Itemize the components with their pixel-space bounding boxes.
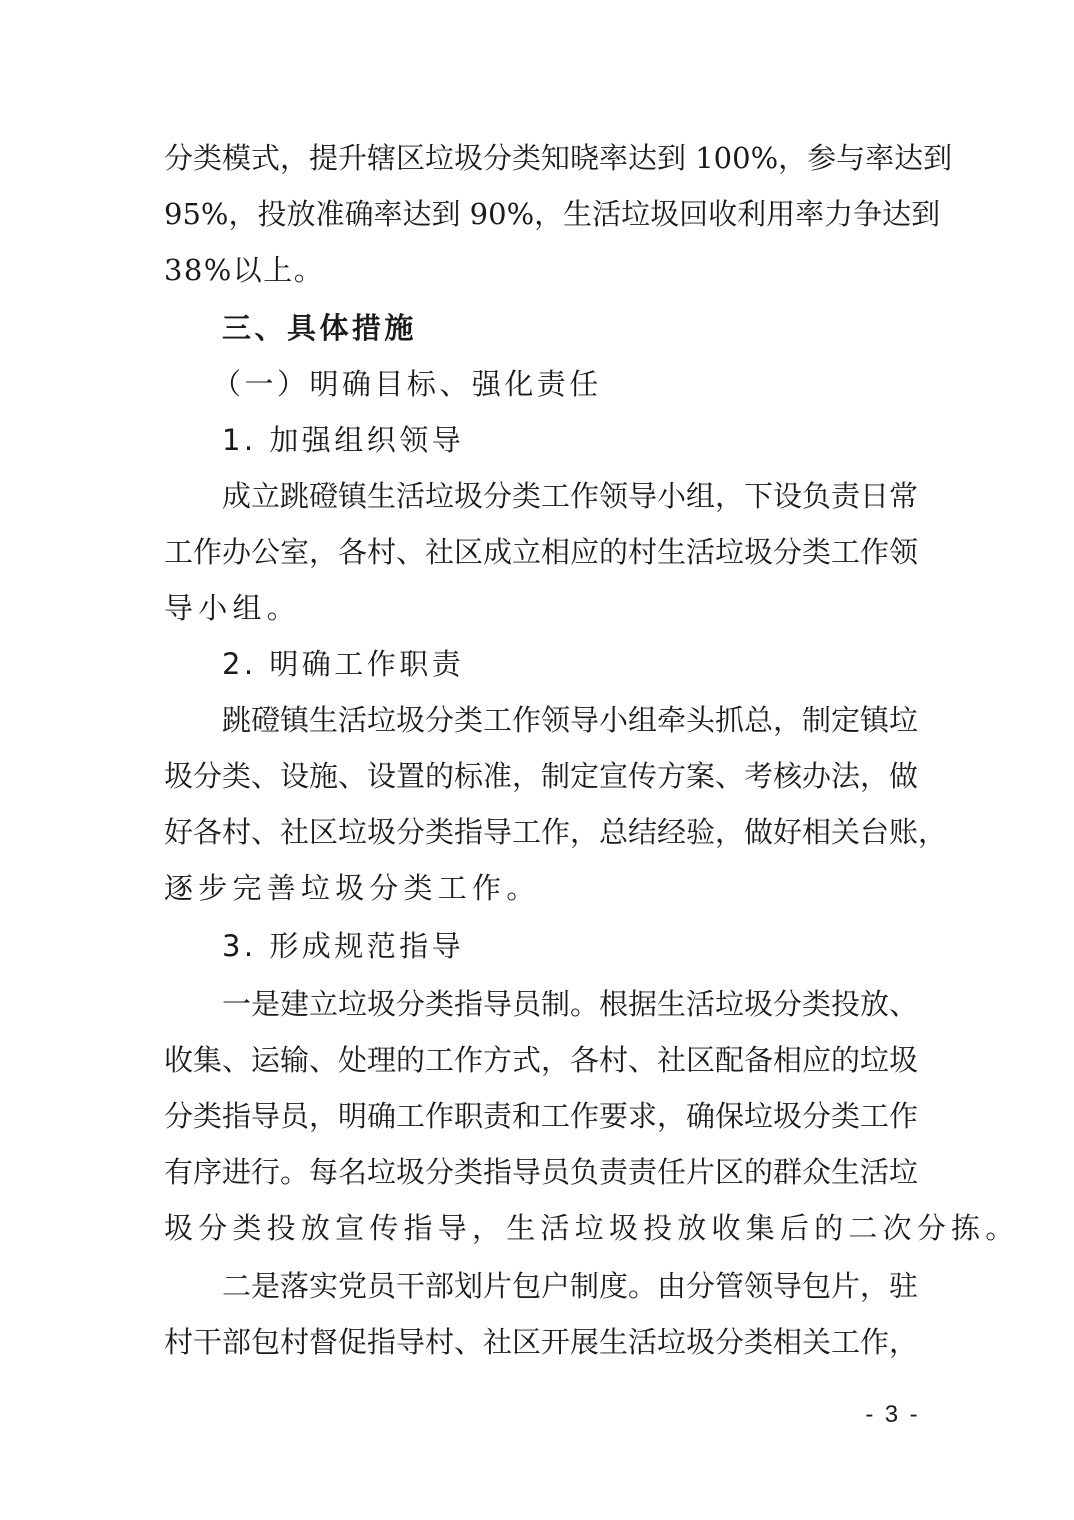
page-number: - 3 - [865,1401,920,1428]
item3-para2-line-2: 村干部包村督促指导村、社区开展生活垃圾分类相关工作， [164,1325,919,1359]
item2-line-4: 逐步完善垃圾分类工作。 [164,871,541,905]
item1-line-1: 成立跳磴镇生活垃圾分类工作领导小组，下设负责日常 [222,479,919,513]
section-heading-specific-measures: 三、具体措施 [222,311,417,345]
intro-line-2: 95%，投放准确率达到 90%，生活垃圾回收利用率力争达到 [164,197,941,231]
item3-para2-line-1: 二是落实党员干部划片包户制度。由分管领导包片，驻 [222,1269,919,1303]
item3-para1-line-5: 圾分类投放宣传指导，生活垃圾投放收集后的二次分拣。 [164,1211,1020,1245]
subsection-heading-goals-responsibility: （一）明确目标、强化责任 [212,367,602,401]
intro-line-1: 分类模式，提升辖区垃圾分类知晓率达到 100%，参与率达到 [164,141,953,175]
item-heading-organization: 1. 加强组织领导 [222,423,465,457]
item3-para1-line-1: 一是建立垃圾分类指导员制。根据生活垃圾分类投放、 [222,987,919,1021]
item3-para1-line-4: 有序进行。每名垃圾分类指导员负责责任片区的群众生活垃 [164,1155,919,1189]
item2-line-2: 圾分类、设施、设置的标准，制定宣传方案、考核办法，做 [164,759,919,793]
intro-line-3: 38%以上。 [164,253,325,287]
item1-line-2: 工作办公室，各村、社区成立相应的村生活垃圾分类工作领 [164,535,919,569]
item3-para1-line-3: 分类指导员，明确工作职责和工作要求，确保垃圾分类工作 [164,1099,919,1133]
item2-line-3: 好各村、社区垃圾分类指导工作，总结经验，做好相关台账， [164,815,948,849]
item2-line-1: 跳磴镇生活垃圾分类工作领导小组牵头抓总，制定镇垃 [222,703,919,737]
item-heading-responsibilities: 2. 明确工作职责 [222,647,465,681]
item-heading-standard-guidance: 3. 形成规范指导 [222,929,465,963]
item3-para1-line-2: 收集、运输、处理的工作方式，各村、社区配备相应的垃圾 [164,1043,919,1077]
item1-line-3: 导小组。 [164,591,301,625]
